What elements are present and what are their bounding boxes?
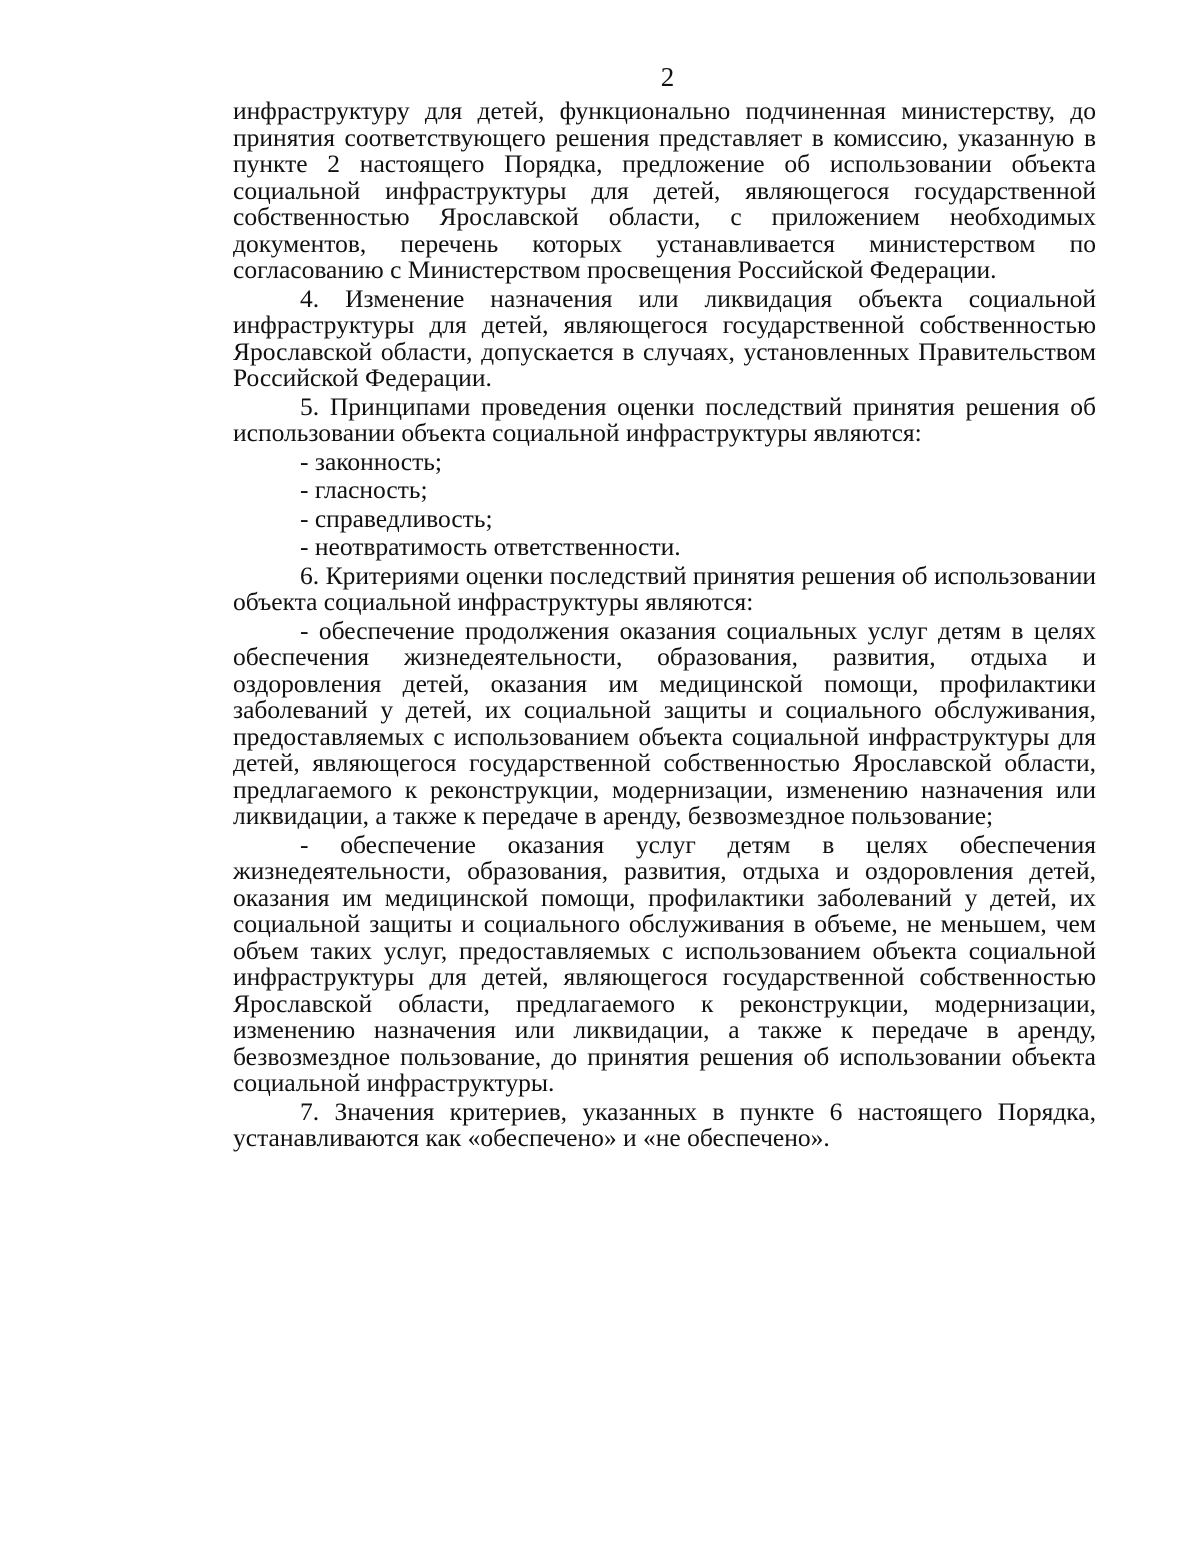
list-item-justice: - справедливость;	[300, 503, 493, 533]
page-number: 2	[660, 62, 675, 92]
paragraph-continuation: инфраструктуру для детей, функционально подчиненная министерству, до принятия соответствующего решения представляет в комиссию, указанную в пункте 2 настоящего Порядка, предложение об использовании объекта социальной инфраструктуры для детей, являющегося государственной собственностью Ярославской области, с приложением необходимых документов, перечень которых устанавливается министерством по согласованию с Министерством просвещения Российской Федерации.	[233, 96, 1096, 284]
list-item-inevitability: - неотвратимость ответственности.	[300, 532, 681, 561]
list-item-criterion-2: - обеспечение оказания услуг детям в целях обеспечения жизнедеятельности, образования, развития, отдыха и оздоровления детей, оказания им медицинской помощи, профилактики заболеваний у детей, их социальной защиты и социального обслуживания в объеме, не меньшем, чем объем таких услуг, предоставляемых с использованием объекта социальной инфраструктуры для детей, являющегося государственной собственностью Ярославской области, предлагаемого к реконструкции, модернизации, изменению назначения или ликвидации, а также к передаче в аренду, безвозмездное пользование, до принятия решения об использовании объекта социальной инфраструктуры.	[233, 829, 1096, 1097]
paragraph-item-7: 7. Значения критериев, указанных в пункте 6 настоящего Порядка, устанавливаются как «обеспечено» и «не обеспечено».	[233, 1096, 1096, 1152]
paragraph-item-6: 6. Критериями оценки последствий принятия решения об использовании объекта социальной инфраструктуры являются:	[233, 560, 1096, 616]
list-item-criterion-1: - обеспечение продолжения оказания социальных услуг детям в целях обеспечения жизнедеятельности, образования, развития, отдыха и оздоровления детей, оказания им медицинской помощи, профилактики заболеваний у детей, их социальной защиты и социального обслуживания, предоставляемых с использованием объекта социальной инфраструктуры для детей, являющегося государственной собственностью Ярославской области, предлагаемого к реконструкции, модернизации, изменению назначения или ликвидации, а также к передаче в аренду, безвозмездное пользование;	[233, 615, 1096, 830]
list-item-legality: - законность;	[300, 446, 442, 476]
document-body	[233, 98, 1096, 1154]
paragraph-item-5: 5. Принципами проведения оценки последствий принятия решения об использовании объекта социальной инфраструктуры являются:	[233, 391, 1096, 447]
list-item-publicity: - гласность;	[300, 475, 428, 504]
paragraph-item-4: 4. Изменение назначения или ликвидация объекта социальной инфраструктуры для детей, являющегося государственной собственностью Ярославской области, допускается в случаях, установленных Правительством Российской Федерации.	[233, 283, 1096, 392]
